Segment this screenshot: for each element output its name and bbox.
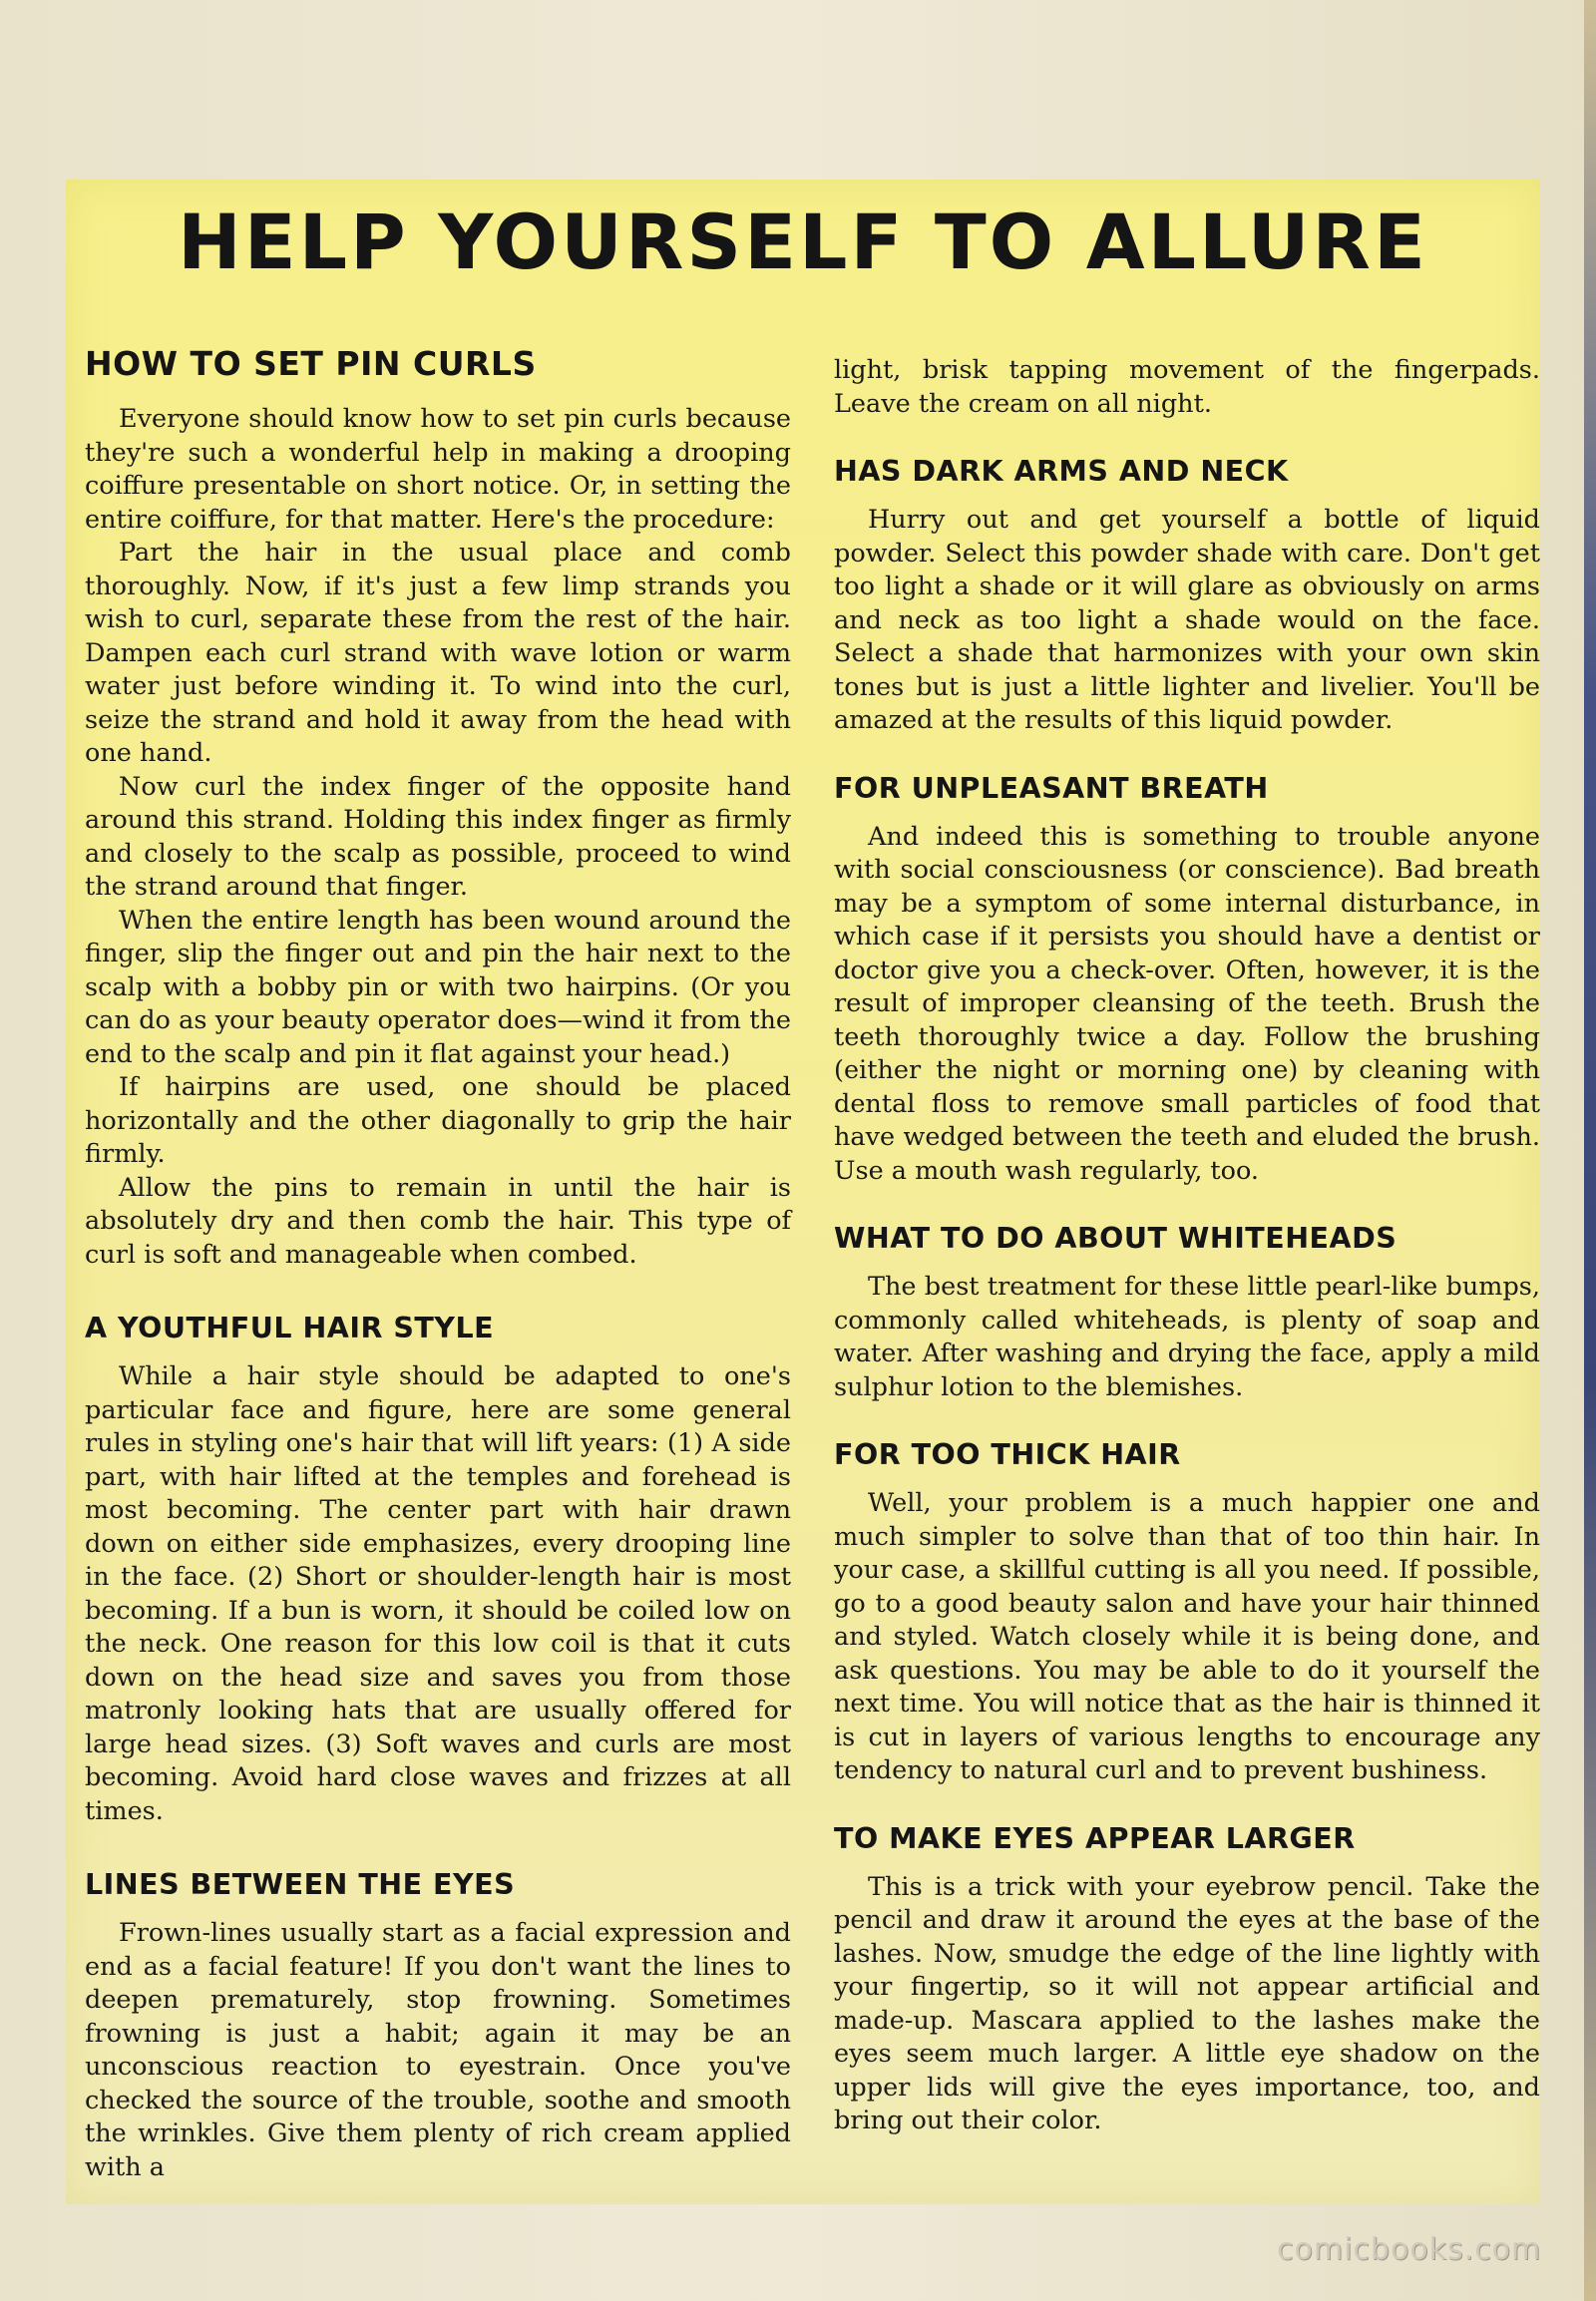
section-heading-dark-arms: HAS DARK ARMS AND NECK [834,455,1289,488]
paragraph: Well, your problem is a much happier one and much simpler to solve than that of too thin hair. In your case, a skillful cutting is all you need. If possible, go to a good beauty salon and have your hair thinned and styled. Watch closely while it is being done, and ask questions. You may be able to do it yourself the next time. You will notice that as the hair is thinned it is cut in layers of various lengths to encourage any tendency to natural curl and to prevent bushiness. [834,1488,1540,1785]
paragraph: Part the hair in the usual place and comb thoroughly. Now, if it's just a few limp strands you wish to curl, separate these from the rest of the hair. Dampen each curl strand with wave lotion or warm water just before winding it. To wind into the curl, seize the strand and hold it away from the head with one hand. [85,538,791,768]
section-heading-breath: FOR UNPLEASANT BREATH [834,771,1269,805]
paragraph: If hairpins are used, one should be placed horizontally and the other diagonally to grip the hair firmly. [85,1072,791,1169]
paragraph: Allow the pins to remain in until the hair is absolutely dry and then comb the hair. This type of curl is soft and manageable when combed. [85,1172,791,1270]
section-body-whiteheads [834,1271,1540,1404]
paragraph: While a hair style should be adapted to one's particular face and figure, here are some general rules in styling one's hair that will lift years: (1) A side part, with hair lifted at the temples and forehead is most becoming. The center part with hair drawn down on either side emphasizes, every drooping line in the face. (2) Short or shoulder-length hair is most becoming. If a bun is worn, it should be coiled low on the neck. One reason for this low coil is that it cuts down on the head size and saves you from those matronly looking hats that are usually offered for large head sizes. (3) Soft waves and curls are most becoming. Avoid hard close waves and frizzes at all times. [85,1361,791,1826]
paragraph: And indeed this is something to trouble anyone with social consciousness (or conscience). Bad breath may be a symptom of some internal disturbance, in which case if it persists you should have a dentist or doctor give you a check-over. Often, however, it is the result of improper cleansing of the teeth. Brush the teeth thoroughly twice a day. Follow the brushing (either the night or morning one) by cleaning with dental floss to remove small particles of food that have wedged between the teeth and eluded the brush. Use a mouth wash regularly, too. [834,821,1540,1186]
right-column [834,354,1540,2138]
section-body-breath [834,821,1540,1189]
watermark-text: comicbooks.com [1277,2232,1542,2267]
section-body-thick-hair [834,1487,1540,1788]
section-body-eyes-larger [834,1871,1540,2138]
section-heading-lines-eyes: LINES BETWEEN THE EYES [85,1868,516,1901]
page-edge [1584,0,1596,2301]
paragraph: Frown-lines usually start as a facial expression and end as a facial feature! If you don't want the lines to deepen prematurely, stop frowning. Sometimes frowning is just a habit; again it may be an unconscious reaction to eyestrain. Once you've checked the source of the trouble, soothe and smooth the wrinkles. Give them plenty of rich cream applied with a [85,1918,791,2182]
section-heading-eyes-larger: TO MAKE EYES APPEAR LARGER [834,1821,1356,1855]
section-heading-whiteheads: WHAT TO DO ABOUT WHITEHEADS [834,1222,1397,1255]
section-heading-youthful-hair: A YOUTHFUL HAIR STYLE [85,1312,495,1344]
paragraph: The best treatment for these little pearl-like bumps, commonly called whiteheads, is plenty of soap and water. After washing and drying the face, apply a mild sulphur lotion to the blemishes. [834,1272,1540,1402]
section-body-pin-curls [85,403,791,1272]
paragraph: Now curl the index finger of the opposite hand around this strand. Holding this index finger as firmly and closely to the scalp as possible, proceed to wind the strand around that finger. [85,771,791,902]
left-column [85,344,791,2184]
paragraph: When the entire length has been wound around the finger, slip the finger out and pin the hair next to the scalp with a bobby pin or with two hairpins. (Or you can do as your beauty operator does—wind it from the end to the scalp and pin it flat against your head.) [85,905,791,1069]
section-body-continued [834,354,1540,421]
section-body-lines-eyes [85,1917,791,2184]
article-title: HELP YOURSELF TO ALLURE [178,197,1428,286]
paragraph: Everyone should know how to set pin curls because they're such a wonderful help in making a drooping coiffure presentable on short notice. Or, in setting the entire coiffure, for that matter. Here's the procedure: [85,404,791,535]
section-heading-pin-curls: HOW TO SET PIN CURLS [85,344,537,383]
section-heading-thick-hair: FOR TOO THICK HAIR [834,1438,1181,1471]
paragraph: This is a trick with your eyebrow pencil. Take the pencil and draw it around the eyes at the base of the lashes. Now, smudge the edge of the line lightly with your fingertip, so it will not appear artificial and made-up. Mascara applied to the lashes make the eyes seem much larger. A little eye shadow on the upper lids will give the eyes importance, too, and bring out their color. [834,1871,1540,2135]
section-body-dark-arms [834,504,1540,738]
paragraph: light, brisk tapping movement of the fingerpads. Leave the cream on all night. [834,355,1540,419]
section-body-youthful-hair [85,1360,791,1828]
paragraph: Hurry out and get yourself a bottle of liquid powder. Select this powder shade with care. Don't get too light a shade or it will glare as obviously on arms and neck as too light a shade would on the face. Select a shade that harmonizes with your own skin tones but is just a little lighter and livelier. You'll be amazed at the results of this liquid powder. [834,505,1540,735]
